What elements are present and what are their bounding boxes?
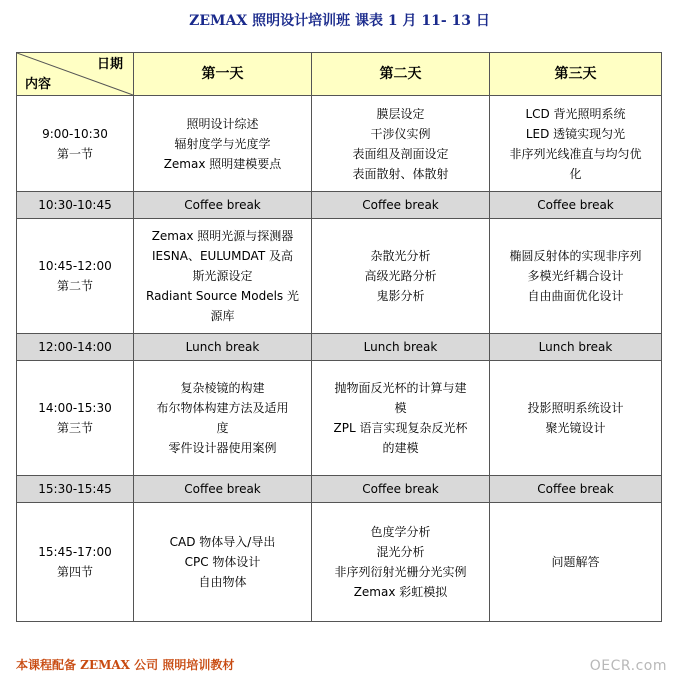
day-header: 第三天 <box>490 53 662 96</box>
topic-line: 源库 <box>210 309 235 323</box>
topic-line: ZPL 语言实现复杂反光杯 <box>333 421 468 435</box>
schedule-table <box>16 52 662 622</box>
time-range: 15:45-17:00 <box>38 545 112 559</box>
break-cell: Coffee break <box>490 192 662 219</box>
topic-line: 辐射度学与光度学 <box>174 136 271 151</box>
break-cell: Lunch break <box>312 334 490 361</box>
content-cell <box>490 219 662 334</box>
topic-line: CAD 物体导入/导出 <box>169 535 276 549</box>
topic-line: 度 <box>216 421 229 435</box>
break-cell: Coffee break <box>134 192 312 219</box>
topic-line: LCD 背光照明系统 <box>525 106 626 121</box>
break-cell: Coffee break <box>312 192 490 219</box>
break-cell: Coffee break <box>134 476 312 503</box>
topic-line: 零件设计器使用案例 <box>168 441 277 455</box>
topic-line: 膜层设定 <box>376 106 425 121</box>
topic-line: 的建模 <box>382 441 419 455</box>
time-cell <box>17 96 134 192</box>
topic-line: 表面组及剖面设定 <box>352 146 449 161</box>
time-range: 10:45-12:00 <box>38 259 112 273</box>
break-row <box>17 476 662 503</box>
time-range: 9:00-10:30 <box>42 126 108 141</box>
break-cell: Coffee break <box>490 476 662 503</box>
topic-line: 照明设计综述 <box>186 116 259 131</box>
topic-line: Radiant Source Models 光 <box>146 289 299 303</box>
session-label: 第一节 <box>56 146 93 161</box>
corner-header-cell <box>17 53 134 96</box>
topic-line: 抛物面反光杯的计算与建 <box>334 381 467 395</box>
content-cell <box>490 361 662 476</box>
topic-line: 杂散光分析 <box>370 249 431 263</box>
time-cell: 12:00-14:00 <box>17 334 134 361</box>
break-cell: Lunch break <box>490 334 662 361</box>
session-row <box>17 96 662 192</box>
topic-line: 投影照明系统设计 <box>527 401 624 415</box>
session-label: 第二节 <box>56 279 93 293</box>
content-cell <box>134 219 312 334</box>
topic-line: 色度学分析 <box>370 525 431 539</box>
session-label: 第四节 <box>56 565 93 579</box>
content-cell <box>312 96 490 192</box>
footer-note: 本课程配备 ZEMAX 公司 照明培训教材 <box>16 658 235 672</box>
topic-line: LED 透镜实现匀光 <box>525 126 626 141</box>
content-cell <box>490 96 662 192</box>
content-cell <box>312 219 490 334</box>
session-row <box>17 219 662 334</box>
topic-line: 鬼影分析 <box>376 289 425 303</box>
topic-line: 化 <box>569 166 582 181</box>
topic-line: 布尔物体构建方法及适用 <box>156 401 289 415</box>
topic-line: 斯光源设定 <box>192 269 253 283</box>
time-cell <box>17 503 134 622</box>
break-row <box>17 334 662 361</box>
topic-line: CPC 物体设计 <box>184 555 261 569</box>
topic-line: 高级光路分析 <box>364 269 437 283</box>
break-row <box>17 192 662 219</box>
time-cell: 15:30-15:45 <box>17 476 134 503</box>
topic-line: 多模光纤耦合设计 <box>527 269 624 283</box>
session-row <box>17 361 662 476</box>
topic-line: 自由物体 <box>198 575 247 589</box>
topic-line: 模 <box>394 401 407 415</box>
topic-line: 表面散射、体散射 <box>352 166 449 181</box>
day-header: 第二天 <box>312 53 490 96</box>
topic-line: 聚光镜设计 <box>545 421 606 435</box>
corner-date-label: 日期 <box>96 57 123 72</box>
topic-line: 椭圆反射体的实现非序列 <box>509 249 642 263</box>
time-cell <box>17 361 134 476</box>
day-header: 第一天 <box>134 53 312 96</box>
topic-line: Zemax 彩虹模拟 <box>353 585 448 599</box>
time-range: 14:00-15:30 <box>38 401 112 415</box>
topic-line: 干涉仪实例 <box>370 126 431 141</box>
topic-line: Zemax 照明建模要点 <box>163 156 282 171</box>
break-cell: Lunch break <box>134 334 312 361</box>
topic-line: 问题解答 <box>551 555 600 569</box>
content-cell <box>490 503 662 622</box>
session-row <box>17 503 662 622</box>
content-cell <box>134 361 312 476</box>
watermark: OECR.com <box>589 658 667 674</box>
content-cell <box>312 361 490 476</box>
topic-line: 非序列光线准直与均匀优 <box>509 146 642 161</box>
topic-line: 复杂棱镜的构建 <box>180 381 265 395</box>
content-cell <box>312 503 490 622</box>
header-row <box>17 53 662 96</box>
corner-content-label: 内容 <box>25 77 52 92</box>
topic-line: Zemax 照明光源与探测器 <box>151 229 294 243</box>
page-title: ZEMAX 照明设计培训班 课表 1 月 11- 13 日 <box>189 13 490 29</box>
topic-line: IESNA、EULUMDAT 及高 <box>152 249 293 263</box>
time-cell: 10:30-10:45 <box>17 192 134 219</box>
content-cell <box>134 503 312 622</box>
content-cell <box>134 96 312 192</box>
topic-line: 混光分析 <box>376 545 425 559</box>
time-cell <box>17 219 134 334</box>
topic-line: 自由曲面优化设计 <box>527 289 624 303</box>
topic-line: 非序列衍射光栅分光实例 <box>334 565 467 579</box>
break-cell: Coffee break <box>312 476 490 503</box>
session-label: 第三节 <box>56 421 93 435</box>
